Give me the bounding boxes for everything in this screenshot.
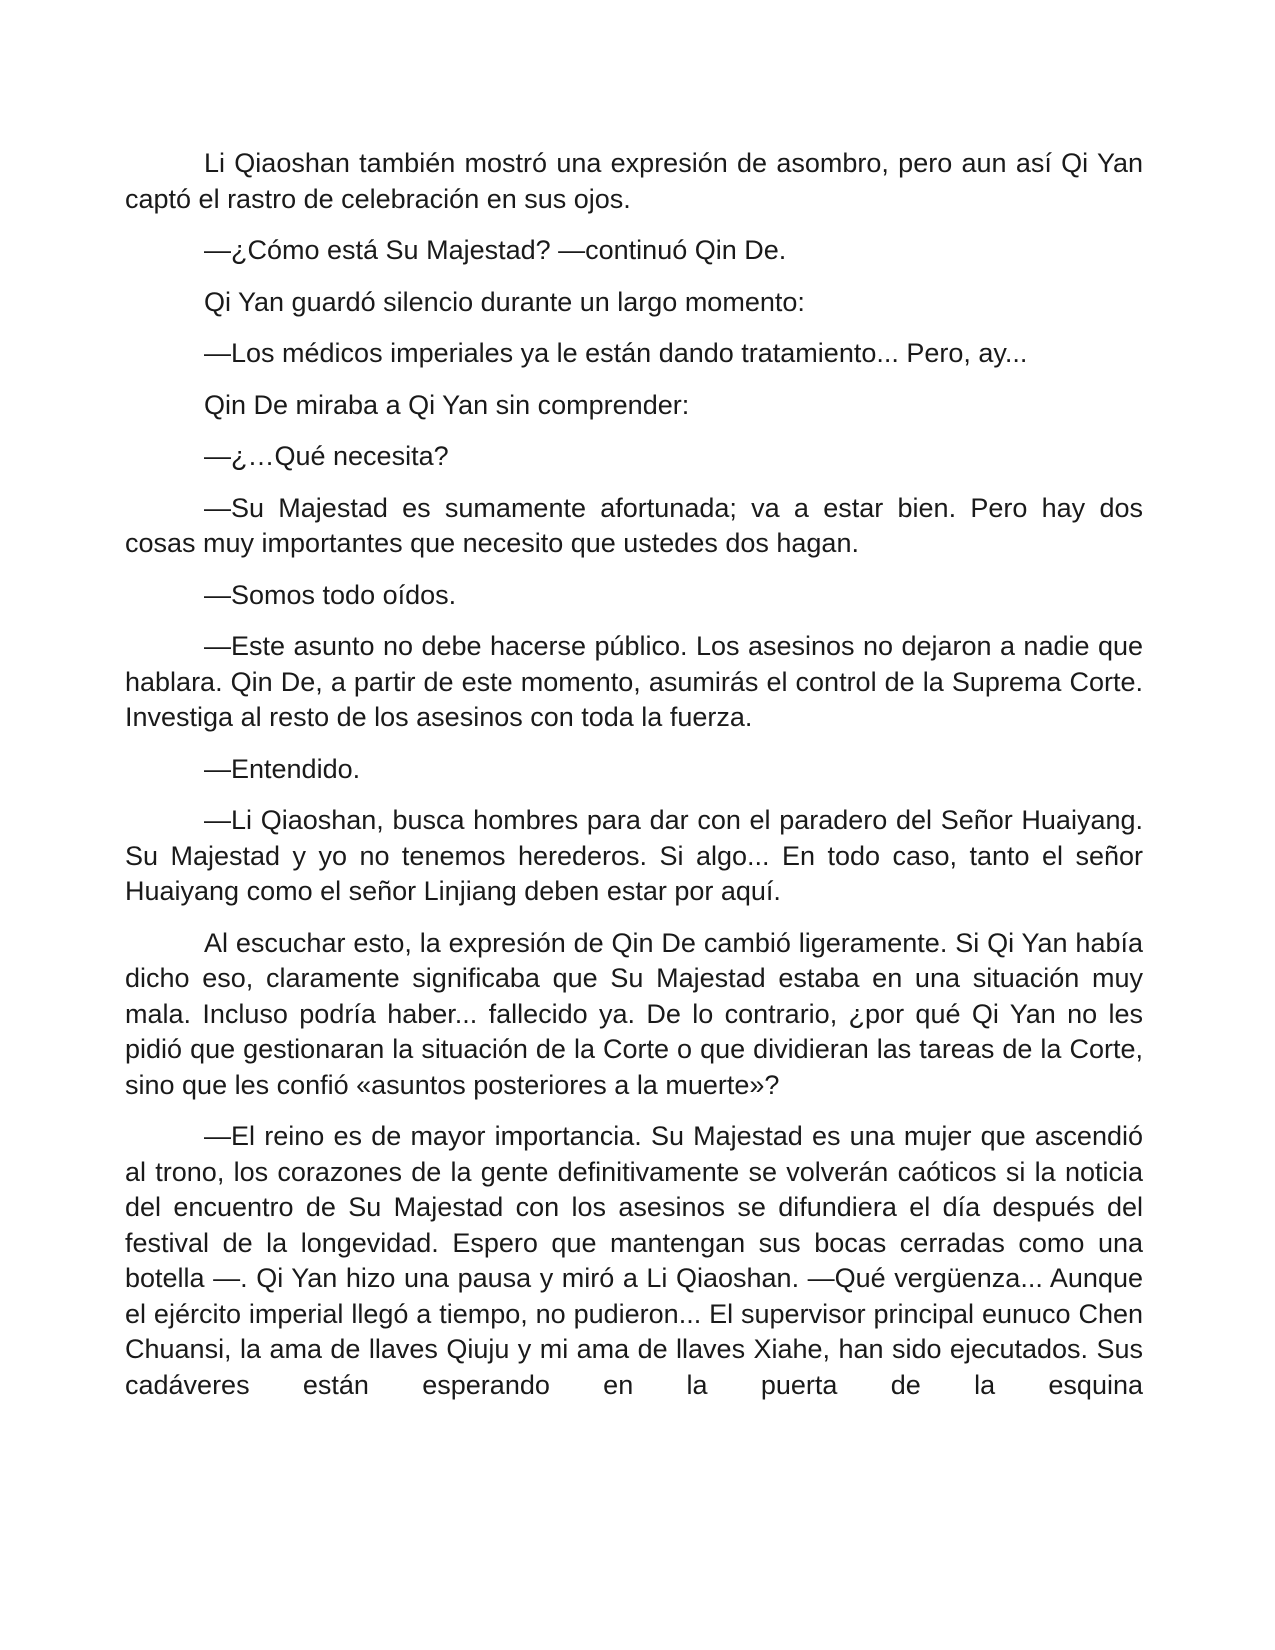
paragraph-9: —Este asunto no debe hacerse público. Los asesinos no dejaron a nadie que hablara. Qin De, a partir de este momento, asumirás el control de la Suprema Corte. Investiga al resto de los asesinos con toda la fuerza. — [125, 631, 1143, 732]
document-page — [125, 146, 1143, 1403]
paragraph-10: —Entendido. — [204, 753, 361, 784]
paragraph-7: —Su Majestad es sumamente afortunada; va a estar bien. Pero hay dos cosas muy importantes que necesito que ustedes dos hagan. — [125, 492, 1143, 558]
paragraph-1: Li Qiaoshan también mostró una expresión de asombro, pero aun así Qi Yan captó el rastro de celebración en sus ojos. — [125, 148, 1143, 214]
paragraph-5: Qin De miraba a Qi Yan sin comprender: — [204, 389, 690, 420]
paragraph-3: Qi Yan guardó silencio durante un largo momento: — [204, 286, 805, 317]
paragraph-2: —¿Cómo está Su Majestad? —continuó Qin De. — [204, 235, 787, 265]
paragraph-12: Al escuchar esto, la expresión de Qin De cambió ligeramente. Si Qi Yan había dicho eso, claramente significaba que Su Majestad estaba en una situación muy mala. Incluso podría haber... fallecido ya. De lo contrario, ¿por qué Qi Yan no les pidió que gestionaran la situación de la Corte o que dividieran las tareas de la Corte, sino que les confió «asuntos posteriores a la muerte»? — [125, 927, 1143, 1100]
paragraph-4: —Los médicos imperiales ya le están dando tratamiento... Pero, ay... — [204, 338, 1028, 368]
paragraph-6: —¿…Qué necesita? — [204, 441, 449, 471]
paragraph-8: —Somos todo oídos. — [204, 579, 457, 610]
paragraph-13: —El reino es de mayor importancia. Su Majestad es una mujer que ascendió al trono, los corazones de la gente definitivamente se volverán caóticos si la noticia del encuentro de Su Majestad con los asesinos se difundiera el día después del festival de la longevidad. Espero que mantengan sus bocas cerradas como una botella —. Qi Yan hizo una pausa y miró a Li Qiaoshan. —Qué vergüenza... Aunque el ejército imperial llegó a tiempo, no pudieron... El supervisor principal eunuco Chen Chuansi, la ama de llaves Qiuju y mi ama de llaves Xiahe, han sido ejecutados. Sus cadáveres están esperando en la puerta de la esquina — [125, 1121, 1143, 1400]
paragraph-11: —Li Qiaoshan, busca hombres para dar con el paradero del Señor Huaiyang. Su Majestad y yo no tenemos herederos. Si algo... En todo caso, tanto el señor Huaiyang como el señor Linjiang deben estar por aquí. — [125, 805, 1143, 906]
